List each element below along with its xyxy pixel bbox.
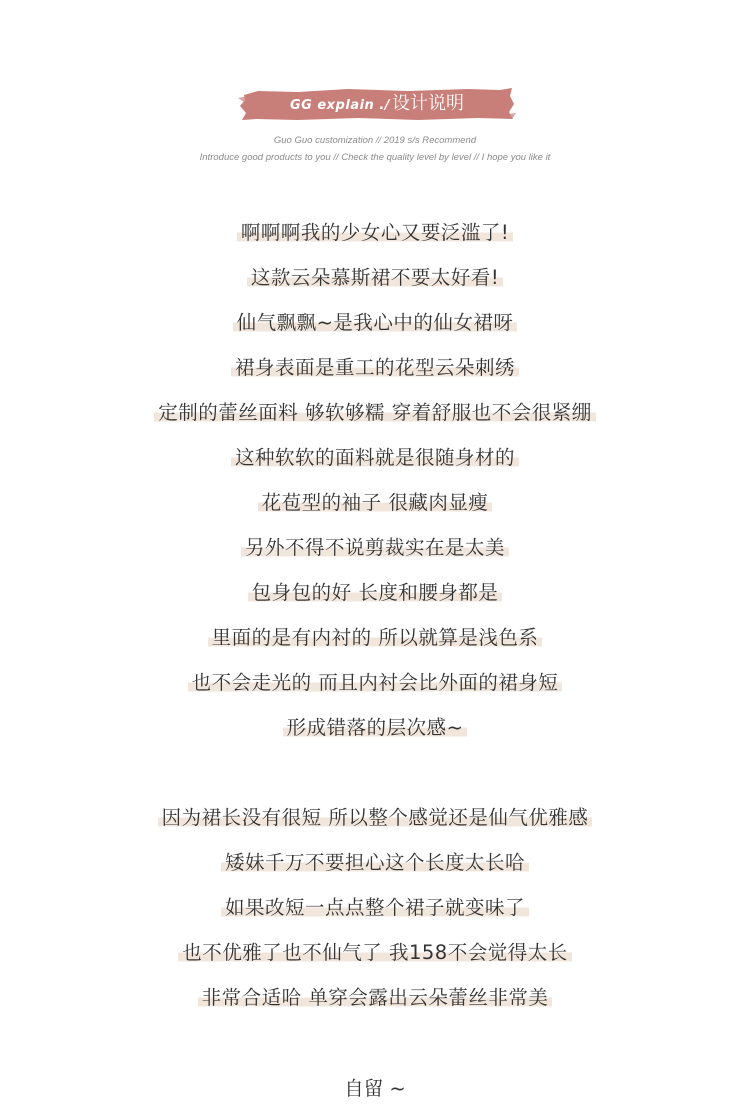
text-line — [0, 883, 750, 928]
signoff-line — [0, 1064, 750, 1109]
badge-label-cn: 设计说明 — [392, 93, 465, 114]
text-line-content: 非常合适哈 单穿会露出云朵蕾丝非常美 — [198, 982, 553, 1010]
text-line-content: 形成错落的层次感~ — [283, 712, 468, 740]
text-line — [0, 433, 750, 478]
text-line-content: 也不优雅了也不仙气了 我158不会觉得太长 — [178, 937, 571, 965]
text-line — [0, 658, 750, 703]
signoff-text: 自留 ~ — [344, 1076, 406, 1100]
text-line-content: 里面的是有内衬的 所以就算是浅色系 — [208, 622, 543, 650]
text-line — [0, 298, 750, 343]
subtitle-line-1: Guo Guo customization // 2019 s/s Recommend — [273, 135, 477, 146]
text-line-content: 包身包的好 长度和腰身都是 — [248, 577, 503, 605]
text-line-content: 也不会走光的 而且内衬会比外面的裙身短 — [188, 667, 563, 695]
badge-label — [238, 86, 516, 122]
text-line — [0, 568, 750, 613]
text-line — [0, 973, 750, 1018]
text-line — [0, 793, 750, 838]
text-line — [0, 253, 750, 298]
text-line-content: 裙身表面是重工的花型云朵刺绣 — [231, 352, 519, 380]
text-line-content: 因为裙长没有很短 所以整个感觉还是仙气优雅感 — [158, 802, 593, 830]
title-badge — [238, 86, 516, 122]
text-line-content: 如果改短一点点整个裙子就变味了 — [221, 892, 529, 920]
text-line — [0, 208, 750, 253]
text-line-content: 啊啊啊我的少女心又要泛滥了! — [237, 217, 513, 245]
text-line — [0, 343, 750, 388]
text-line-content: 仙气飘飘~是我心中的仙女裙呀 — [233, 307, 518, 335]
text-line — [0, 838, 750, 883]
text-line-content: 这款云朵慕斯裙不要太好看! — [247, 262, 503, 290]
subtitle-line-2: Introduce good products to you // Check the quality level by level // I hope you like it — [199, 152, 551, 163]
text-line-content: 另外不得不说剪裁实在是太美 — [241, 532, 509, 560]
text-line — [0, 523, 750, 568]
text-line-content: 花苞型的袖子 很藏肉显瘦 — [258, 487, 493, 515]
text-line-content: 定制的蕾丝面料 够软够糯 穿着舒服也不会很紧绷 — [154, 397, 595, 425]
text-line — [0, 928, 750, 973]
text-line — [0, 703, 750, 748]
paragraph-gap — [0, 748, 750, 793]
design-notes-header — [0, 0, 750, 180]
text-line — [0, 613, 750, 658]
text-line — [0, 388, 750, 433]
text-line — [0, 478, 750, 523]
text-line-content: 矮妹千万不要担心这个长度太长哈 — [221, 847, 529, 875]
description-body — [0, 208, 750, 1018]
badge-label-en: GG explain ./ — [289, 98, 391, 113]
text-line-content: 这种软软的面料就是很随身材的 — [231, 442, 519, 470]
